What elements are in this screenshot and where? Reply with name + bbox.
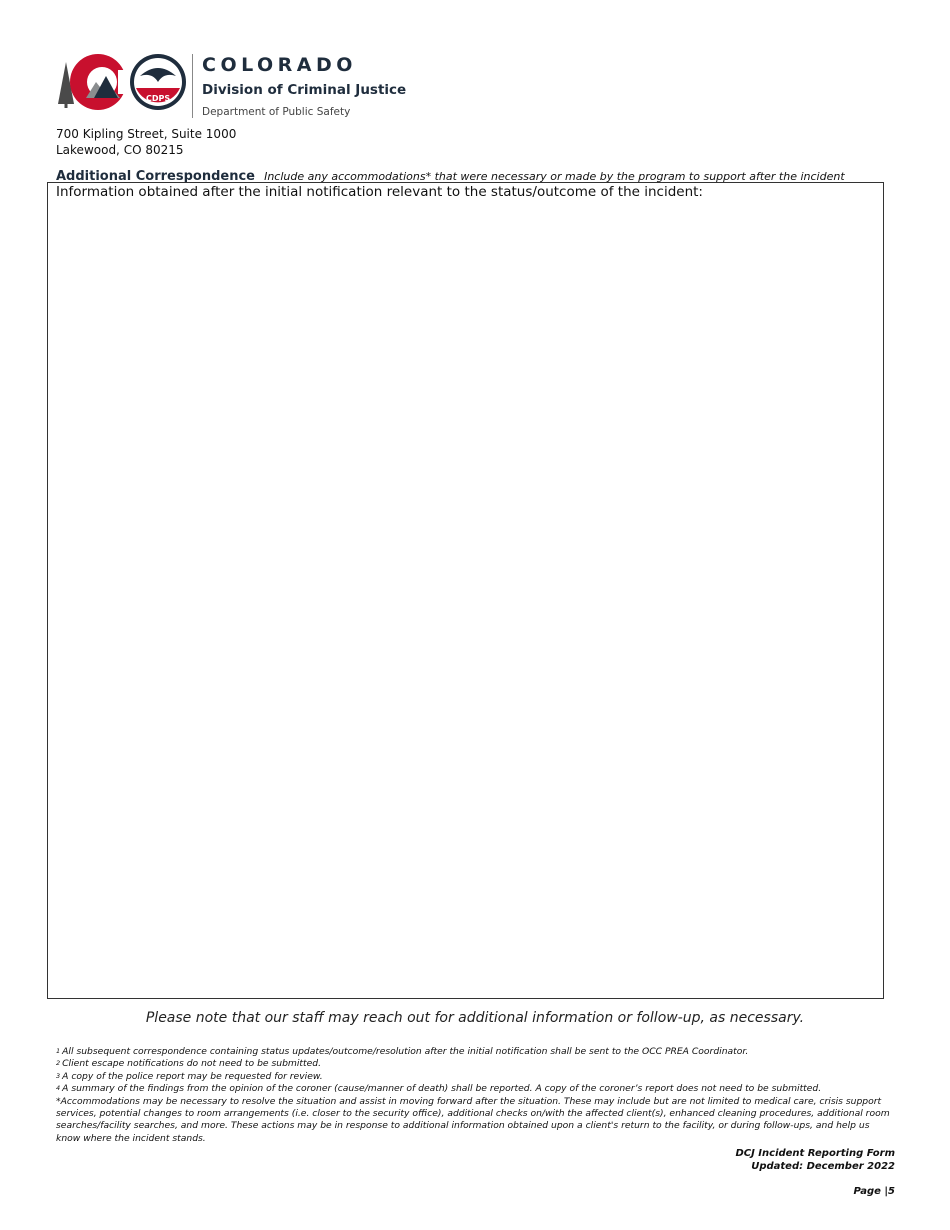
- form-identifier: [735, 1147, 895, 1173]
- footnote: $^2$ Client escape notifications do not need to be submitted.: [56, 1058, 322, 1070]
- header-logo: [56, 52, 416, 122]
- address-line-1: 700 Kipling Street, Suite 1000: [56, 127, 237, 141]
- brand-state: COLORADO: [202, 54, 357, 76]
- footnote: $^3$ A copy of the police report may be requested for review.: [56, 1070, 323, 1082]
- brand-division: Division of Criminal Justice: [202, 82, 407, 98]
- footnote: $^4$ A summary of the findings from the opinion of the coroner (cause/manner of death) shall be reported. A copy of the coroner’s report does not need to be submitted.: [56, 1083, 822, 1095]
- form-name: DCJ Incident Reporting Form: [735, 1148, 895, 1159]
- section-note: Include any accommodations* that were necessary or made by the program to support after the incident: [264, 170, 845, 183]
- follow-up-note: Please note that our staff may reach out for additional information or follow-up, as necessary.: [145, 1010, 805, 1026]
- colorado-cdps-logo-icon: [56, 52, 188, 114]
- brand-department: Department of Public Safety: [202, 106, 351, 118]
- seal-text: CDPS: [146, 94, 171, 103]
- section-title: Additional Correspondence: [56, 169, 255, 184]
- page-number: Page |5: [853, 1186, 895, 1197]
- footnotes: [56, 1046, 896, 1145]
- footnote: $^1$ All subsequent correspondence containing status updates/outcome/resolution after the initial notification shall be sent to the OCC PREA Coordinator.: [56, 1046, 749, 1057]
- logo-divider: [192, 54, 193, 118]
- form-updated: Updated: December 2022: [751, 1161, 895, 1172]
- correspondence-prompt: Information obtained after the initial notification relevant to the status/outcome of the incident:: [56, 184, 703, 200]
- correspondence-field[interactable]: [47, 182, 884, 999]
- address-line-2: Lakewood, CO 80215: [56, 143, 184, 157]
- address-block: [56, 126, 236, 158]
- accommodations-note: *Accommodations may be necessary to resolve the situation and assist in moving forward after the situation. These may include but are not limited to medical care, crisis support services, potential changes to room arrangements (i.e. closer to the security office), additional checks on/with the affected client(s), enhanced cleaning procedures, additional room searches/facility searches, and more. These actions may be in response to additional information obtained upon a client's return to the facility, or during follow-ups, and help us know where the incident stands.: [56, 1095, 890, 1144]
